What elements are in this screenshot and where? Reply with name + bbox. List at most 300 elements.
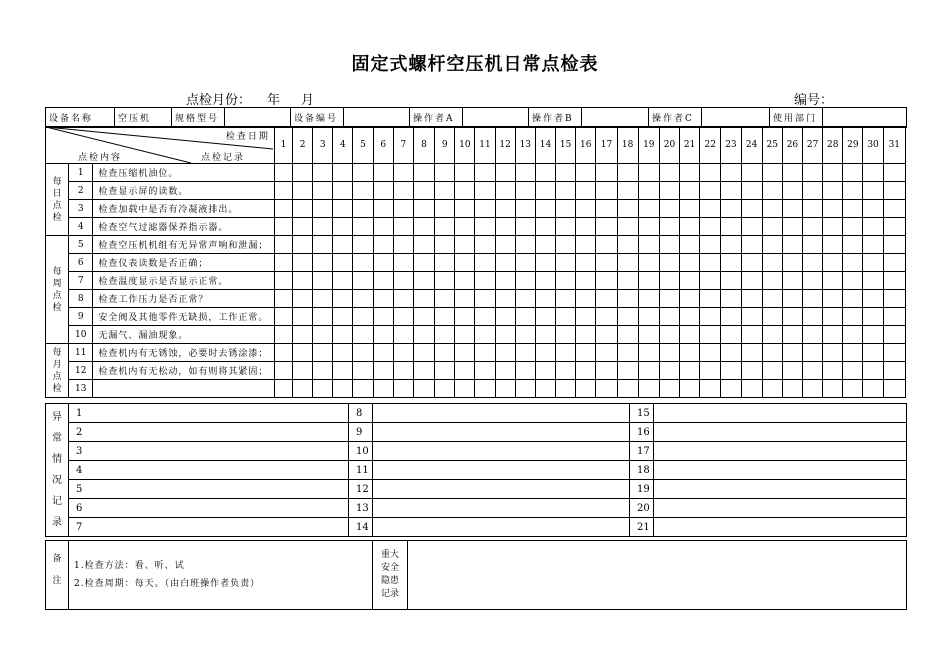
check-cell[interactable] — [659, 290, 679, 308]
check-cell[interactable] — [883, 308, 905, 326]
check-cell[interactable] — [823, 380, 843, 398]
check-cell[interactable] — [293, 254, 313, 272]
check-cell[interactable] — [373, 344, 393, 362]
check-cell[interactable] — [413, 344, 434, 362]
check-cell[interactable] — [883, 362, 905, 380]
check-cell[interactable] — [883, 254, 905, 272]
check-cell[interactable] — [274, 308, 292, 326]
check-cell[interactable] — [638, 344, 659, 362]
check-cell[interactable] — [782, 200, 802, 218]
check-cell[interactable] — [313, 308, 333, 326]
check-cell[interactable] — [495, 380, 515, 398]
check-cell[interactable] — [700, 290, 721, 308]
check-cell[interactable] — [556, 380, 576, 398]
check-cell[interactable] — [741, 290, 762, 308]
check-cell[interactable] — [700, 380, 721, 398]
check-cell[interactable] — [700, 326, 721, 344]
check-cell[interactable] — [455, 290, 475, 308]
check-cell[interactable] — [883, 326, 905, 344]
check-cell[interactable] — [333, 344, 353, 362]
check-cell[interactable] — [515, 182, 535, 200]
check-cell[interactable] — [782, 308, 802, 326]
check-cell[interactable] — [274, 182, 292, 200]
abnormal-field[interactable] — [654, 499, 907, 518]
check-cell[interactable] — [638, 218, 659, 236]
check-cell[interactable] — [293, 218, 313, 236]
check-cell[interactable] — [803, 326, 823, 344]
check-cell[interactable] — [843, 218, 863, 236]
check-cell[interactable] — [680, 182, 700, 200]
check-cell[interactable] — [700, 200, 721, 218]
check-cell[interactable] — [313, 380, 333, 398]
check-cell[interactable] — [803, 344, 823, 362]
check-cell[interactable] — [413, 326, 434, 344]
check-cell[interactable] — [435, 380, 455, 398]
check-cell[interactable] — [293, 326, 313, 344]
check-cell[interactable] — [762, 326, 782, 344]
check-cell[interactable] — [843, 344, 863, 362]
check-cell[interactable] — [823, 236, 843, 254]
check-cell[interactable] — [803, 272, 823, 290]
check-cell[interactable] — [741, 200, 762, 218]
check-cell[interactable] — [883, 290, 905, 308]
check-cell[interactable] — [535, 380, 555, 398]
check-cell[interactable] — [741, 164, 762, 182]
check-cell[interactable] — [680, 272, 700, 290]
check-cell[interactable] — [333, 380, 353, 398]
check-cell[interactable] — [863, 290, 883, 308]
check-cell[interactable] — [823, 362, 843, 380]
op-a-value[interactable] — [463, 108, 529, 128]
check-cell[interactable] — [373, 164, 393, 182]
check-cell[interactable] — [535, 326, 555, 344]
check-cell[interactable] — [293, 362, 313, 380]
check-cell[interactable] — [515, 236, 535, 254]
check-cell[interactable] — [680, 290, 700, 308]
check-cell[interactable] — [863, 164, 883, 182]
check-cell[interactable] — [762, 200, 782, 218]
check-cell[interactable] — [576, 164, 596, 182]
check-cell[interactable] — [576, 218, 596, 236]
check-cell[interactable] — [274, 326, 292, 344]
check-cell[interactable] — [515, 254, 535, 272]
check-cell[interactable] — [700, 218, 721, 236]
check-cell[interactable] — [803, 236, 823, 254]
check-cell[interactable] — [843, 236, 863, 254]
check-cell[interactable] — [782, 254, 802, 272]
check-cell[interactable] — [393, 344, 413, 362]
check-cell[interactable] — [680, 308, 700, 326]
check-cell[interactable] — [721, 236, 741, 254]
check-cell[interactable] — [782, 236, 802, 254]
check-cell[interactable] — [353, 200, 373, 218]
check-cell[interactable] — [638, 380, 659, 398]
check-cell[interactable] — [535, 218, 555, 236]
check-cell[interactable] — [515, 218, 535, 236]
check-cell[interactable] — [475, 362, 495, 380]
check-cell[interactable] — [353, 308, 373, 326]
check-cell[interactable] — [353, 164, 373, 182]
abnormal-field[interactable] — [654, 461, 907, 480]
check-cell[interactable] — [782, 218, 802, 236]
check-cell[interactable] — [883, 182, 905, 200]
check-cell[interactable] — [617, 254, 638, 272]
check-cell[interactable] — [475, 236, 495, 254]
check-cell[interactable] — [393, 308, 413, 326]
check-cell[interactable] — [515, 380, 535, 398]
check-cell[interactable] — [680, 218, 700, 236]
check-cell[interactable] — [556, 200, 576, 218]
check-cell[interactable] — [700, 236, 721, 254]
check-cell[interactable] — [293, 272, 313, 290]
check-cell[interactable] — [274, 254, 292, 272]
abnormal-field[interactable] — [373, 480, 630, 499]
check-cell[interactable] — [393, 326, 413, 344]
check-cell[interactable] — [721, 218, 741, 236]
op-c-value[interactable] — [702, 108, 770, 128]
check-cell[interactable] — [373, 200, 393, 218]
check-cell[interactable] — [535, 200, 555, 218]
check-cell[interactable] — [659, 308, 679, 326]
check-cell[interactable] — [823, 164, 843, 182]
check-cell[interactable] — [741, 272, 762, 290]
check-cell[interactable] — [353, 218, 373, 236]
check-cell[interactable] — [782, 164, 802, 182]
abnormal-number-field[interactable]: 7 — [69, 518, 349, 537]
check-cell[interactable] — [274, 164, 292, 182]
check-cell[interactable] — [455, 326, 475, 344]
check-cell[interactable] — [515, 272, 535, 290]
check-cell[interactable] — [455, 344, 475, 362]
check-cell[interactable] — [638, 308, 659, 326]
check-cell[interactable] — [659, 200, 679, 218]
check-cell[interactable] — [659, 380, 679, 398]
check-cell[interactable] — [495, 290, 515, 308]
check-cell[interactable] — [274, 236, 292, 254]
check-cell[interactable] — [535, 344, 555, 362]
check-cell[interactable] — [313, 236, 333, 254]
check-cell[interactable] — [413, 272, 434, 290]
check-cell[interactable] — [843, 380, 863, 398]
check-cell[interactable] — [515, 326, 535, 344]
check-cell[interactable] — [843, 362, 863, 380]
check-cell[interactable] — [293, 344, 313, 362]
check-cell[interactable] — [617, 218, 638, 236]
op-b-value[interactable] — [582, 108, 649, 128]
check-cell[interactable] — [762, 182, 782, 200]
check-cell[interactable] — [435, 182, 455, 200]
check-cell[interactable] — [843, 254, 863, 272]
check-cell[interactable] — [823, 254, 843, 272]
check-cell[interactable] — [596, 290, 617, 308]
check-cell[interactable] — [863, 236, 883, 254]
check-cell[interactable] — [803, 218, 823, 236]
check-cell[interactable] — [274, 218, 292, 236]
check-cell[interactable] — [823, 272, 843, 290]
check-cell[interactable] — [515, 308, 535, 326]
check-cell[interactable] — [596, 308, 617, 326]
check-cell[interactable] — [475, 344, 495, 362]
check-cell[interactable] — [863, 272, 883, 290]
check-cell[interactable] — [333, 164, 353, 182]
check-cell[interactable] — [373, 362, 393, 380]
check-cell[interactable] — [353, 182, 373, 200]
major-hazard-field[interactable] — [408, 541, 907, 610]
check-cell[interactable] — [274, 272, 292, 290]
check-cell[interactable] — [576, 290, 596, 308]
check-cell[interactable] — [455, 254, 475, 272]
check-cell[interactable] — [353, 344, 373, 362]
check-cell[interactable] — [333, 272, 353, 290]
check-cell[interactable] — [721, 290, 741, 308]
check-cell[interactable] — [556, 218, 576, 236]
check-cell[interactable] — [475, 272, 495, 290]
abnormal-number-field[interactable]: 2 — [69, 423, 349, 442]
check-cell[interactable] — [313, 218, 333, 236]
check-cell[interactable] — [435, 326, 455, 344]
check-cell[interactable] — [823, 182, 843, 200]
check-cell[interactable] — [803, 308, 823, 326]
check-cell[interactable] — [883, 236, 905, 254]
check-cell[interactable] — [617, 308, 638, 326]
check-cell[interactable] — [576, 236, 596, 254]
check-cell[interactable] — [638, 182, 659, 200]
check-cell[interactable] — [313, 326, 333, 344]
check-cell[interactable] — [393, 272, 413, 290]
check-cell[interactable] — [313, 272, 333, 290]
check-cell[interactable] — [883, 272, 905, 290]
check-cell[interactable] — [863, 218, 883, 236]
check-cell[interactable] — [721, 200, 741, 218]
check-cell[interactable] — [823, 308, 843, 326]
check-cell[interactable] — [883, 380, 905, 398]
check-cell[interactable] — [435, 164, 455, 182]
check-cell[interactable] — [475, 380, 495, 398]
check-cell[interactable] — [373, 182, 393, 200]
check-cell[interactable] — [782, 362, 802, 380]
check-cell[interactable] — [741, 218, 762, 236]
check-cell[interactable] — [515, 362, 535, 380]
check-cell[interactable] — [495, 164, 515, 182]
check-cell[interactable] — [596, 326, 617, 344]
check-cell[interactable] — [576, 254, 596, 272]
check-cell[interactable] — [659, 164, 679, 182]
check-cell[interactable] — [883, 344, 905, 362]
check-cell[interactable] — [495, 308, 515, 326]
check-cell[interactable] — [274, 362, 292, 380]
check-cell[interactable] — [680, 380, 700, 398]
check-cell[interactable] — [721, 272, 741, 290]
check-cell[interactable] — [373, 290, 393, 308]
check-cell[interactable] — [659, 344, 679, 362]
check-cell[interactable] — [435, 200, 455, 218]
check-cell[interactable] — [393, 254, 413, 272]
check-cell[interactable] — [495, 254, 515, 272]
check-cell[interactable] — [617, 200, 638, 218]
check-cell[interactable] — [721, 254, 741, 272]
check-cell[interactable] — [596, 380, 617, 398]
check-cell[interactable] — [393, 164, 413, 182]
check-cell[interactable] — [762, 290, 782, 308]
check-cell[interactable] — [741, 344, 762, 362]
check-cell[interactable] — [638, 290, 659, 308]
check-cell[interactable] — [596, 362, 617, 380]
check-cell[interactable] — [393, 182, 413, 200]
check-cell[interactable] — [843, 272, 863, 290]
check-cell[interactable] — [576, 326, 596, 344]
check-cell[interactable] — [843, 290, 863, 308]
check-cell[interactable] — [435, 254, 455, 272]
check-cell[interactable] — [413, 236, 434, 254]
check-cell[interactable] — [293, 164, 313, 182]
check-cell[interactable] — [680, 236, 700, 254]
abnormal-field[interactable] — [654, 442, 907, 461]
check-cell[interactable] — [333, 290, 353, 308]
check-cell[interactable] — [843, 308, 863, 326]
check-cell[interactable] — [721, 308, 741, 326]
check-cell[interactable] — [353, 326, 373, 344]
check-cell[interactable] — [413, 182, 434, 200]
spec-value[interactable] — [225, 108, 291, 128]
check-cell[interactable] — [863, 344, 883, 362]
check-cell[interactable] — [373, 254, 393, 272]
check-cell[interactable] — [823, 200, 843, 218]
check-cell[interactable] — [455, 308, 475, 326]
check-cell[interactable] — [863, 200, 883, 218]
check-cell[interactable] — [274, 200, 292, 218]
equip-name-value[interactable]: 空压机 — [115, 108, 172, 128]
abnormal-field[interactable] — [654, 404, 907, 423]
check-cell[interactable] — [435, 272, 455, 290]
check-cell[interactable] — [803, 182, 823, 200]
check-cell[interactable] — [680, 254, 700, 272]
check-cell[interactable] — [495, 344, 515, 362]
check-cell[interactable] — [863, 362, 883, 380]
abnormal-field[interactable] — [373, 442, 630, 461]
check-cell[interactable] — [863, 182, 883, 200]
check-cell[interactable] — [515, 344, 535, 362]
check-cell[interactable] — [700, 344, 721, 362]
check-cell[interactable] — [762, 380, 782, 398]
check-cell[interactable] — [883, 218, 905, 236]
check-cell[interactable] — [475, 290, 495, 308]
check-cell[interactable] — [659, 362, 679, 380]
check-cell[interactable] — [617, 236, 638, 254]
abnormal-field[interactable] — [654, 423, 907, 442]
check-cell[interactable] — [762, 218, 782, 236]
check-cell[interactable] — [393, 290, 413, 308]
check-cell[interactable] — [475, 182, 495, 200]
check-cell[interactable] — [455, 362, 475, 380]
check-cell[interactable] — [741, 308, 762, 326]
check-cell[interactable] — [556, 362, 576, 380]
check-cell[interactable] — [475, 218, 495, 236]
check-cell[interactable] — [576, 380, 596, 398]
check-cell[interactable] — [373, 272, 393, 290]
check-cell[interactable] — [741, 254, 762, 272]
check-cell[interactable] — [333, 182, 353, 200]
check-cell[interactable] — [617, 344, 638, 362]
check-cell[interactable] — [843, 200, 863, 218]
check-cell[interactable] — [617, 182, 638, 200]
check-cell[interactable] — [638, 362, 659, 380]
check-cell[interactable] — [576, 272, 596, 290]
check-cell[interactable] — [803, 200, 823, 218]
abnormal-number-field[interactable]: 6 — [69, 499, 349, 518]
abnormal-field[interactable] — [373, 461, 630, 480]
check-cell[interactable] — [700, 254, 721, 272]
check-cell[interactable] — [596, 164, 617, 182]
check-cell[interactable] — [313, 200, 333, 218]
check-cell[interactable] — [576, 182, 596, 200]
check-cell[interactable] — [373, 236, 393, 254]
check-cell[interactable] — [495, 236, 515, 254]
check-cell[interactable] — [843, 326, 863, 344]
check-cell[interactable] — [455, 200, 475, 218]
check-cell[interactable] — [741, 362, 762, 380]
check-cell[interactable] — [721, 362, 741, 380]
check-cell[interactable] — [680, 344, 700, 362]
check-cell[interactable] — [393, 218, 413, 236]
check-cell[interactable] — [333, 218, 353, 236]
check-cell[interactable] — [393, 236, 413, 254]
check-cell[interactable] — [617, 362, 638, 380]
check-cell[interactable] — [680, 326, 700, 344]
check-cell[interactable] — [333, 308, 353, 326]
abnormal-number-field[interactable]: 1 — [69, 404, 349, 423]
check-cell[interactable] — [556, 272, 576, 290]
check-cell[interactable] — [762, 254, 782, 272]
check-cell[interactable] — [638, 272, 659, 290]
check-cell[interactable] — [353, 380, 373, 398]
check-cell[interactable] — [475, 200, 495, 218]
check-cell[interactable] — [762, 272, 782, 290]
check-cell[interactable] — [863, 380, 883, 398]
check-cell[interactable] — [883, 164, 905, 182]
check-cell[interactable] — [274, 290, 292, 308]
check-cell[interactable] — [843, 164, 863, 182]
check-cell[interactable] — [617, 290, 638, 308]
abnormal-field[interactable] — [373, 499, 630, 518]
dept-value[interactable] — [823, 108, 907, 128]
check-cell[interactable] — [435, 362, 455, 380]
check-cell[interactable] — [556, 164, 576, 182]
check-cell[interactable] — [313, 290, 333, 308]
check-cell[interactable] — [617, 326, 638, 344]
check-cell[interactable] — [556, 308, 576, 326]
check-cell[interactable] — [721, 326, 741, 344]
check-cell[interactable] — [535, 308, 555, 326]
check-cell[interactable] — [293, 380, 313, 398]
check-cell[interactable] — [293, 236, 313, 254]
check-cell[interactable] — [293, 308, 313, 326]
check-cell[interactable] — [638, 200, 659, 218]
check-cell[interactable] — [762, 308, 782, 326]
check-cell[interactable] — [535, 182, 555, 200]
check-cell[interactable] — [313, 164, 333, 182]
check-cell[interactable] — [863, 308, 883, 326]
check-cell[interactable] — [373, 308, 393, 326]
check-cell[interactable] — [435, 344, 455, 362]
check-cell[interactable] — [293, 200, 313, 218]
check-cell[interactable] — [475, 326, 495, 344]
check-cell[interactable] — [455, 380, 475, 398]
check-cell[interactable] — [576, 362, 596, 380]
check-cell[interactable] — [741, 380, 762, 398]
check-cell[interactable] — [353, 254, 373, 272]
check-cell[interactable] — [413, 200, 434, 218]
check-cell[interactable] — [782, 290, 802, 308]
